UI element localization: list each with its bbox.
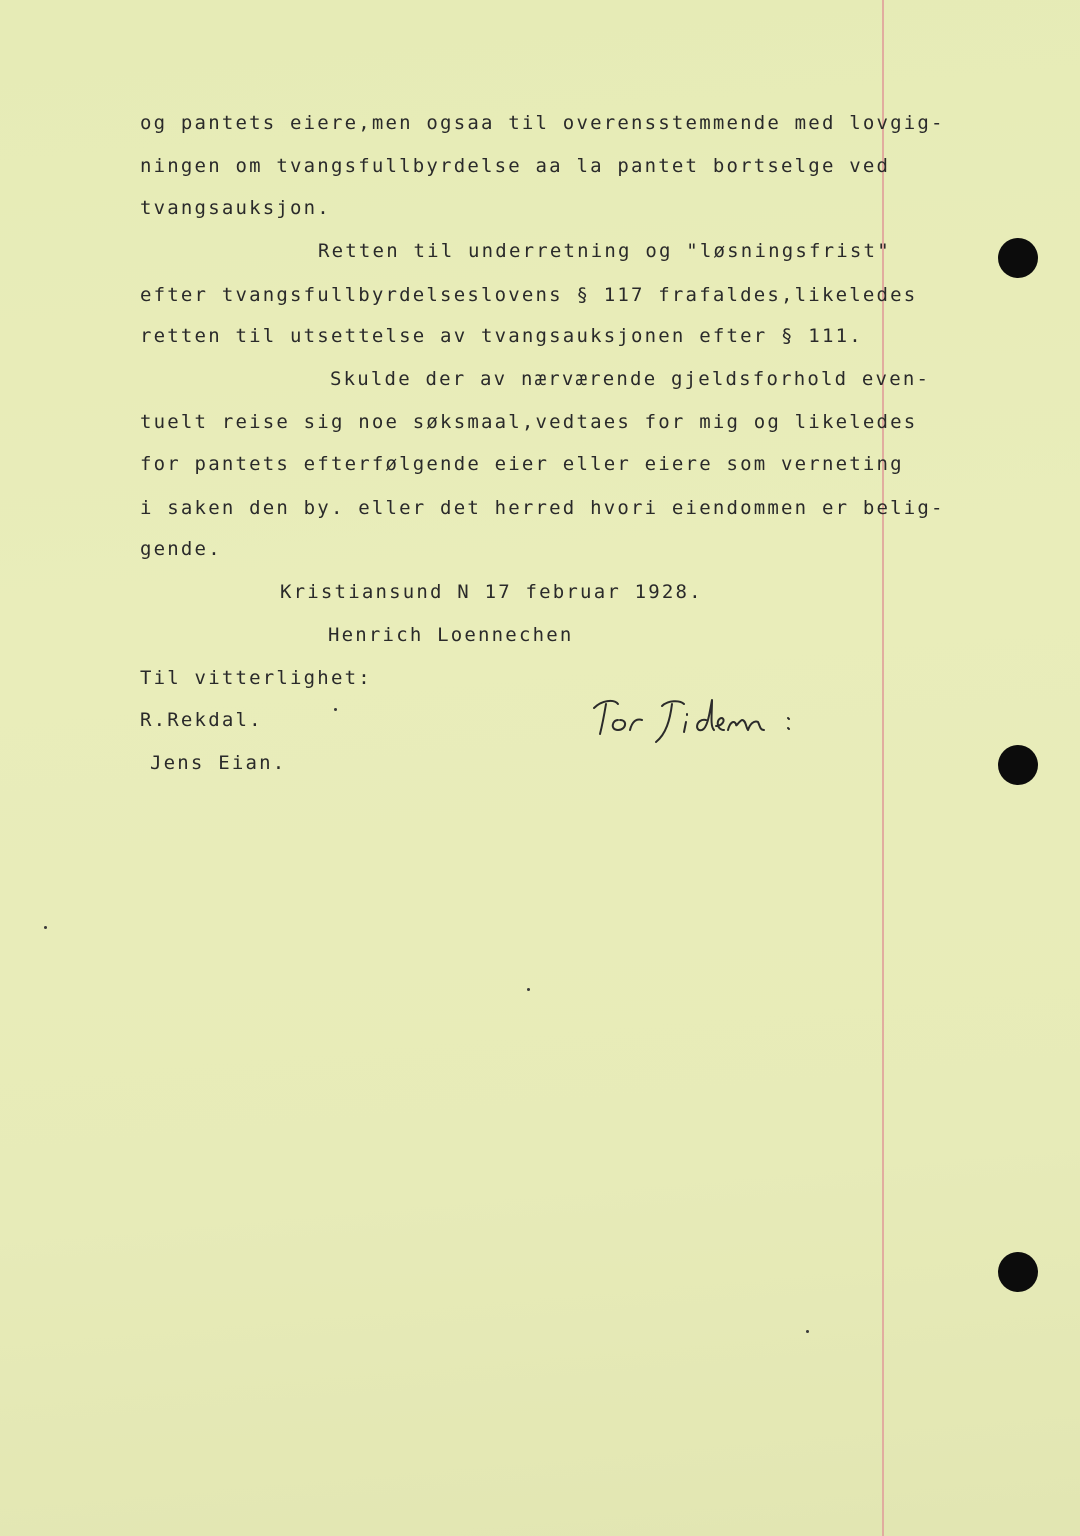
punch-hole-middle bbox=[998, 745, 1038, 785]
text-line-8: tuelt reise sig noe søksmaal,vedtaes for mig og likeledes bbox=[140, 411, 918, 433]
witness-name-2: Jens Eian. bbox=[150, 752, 287, 774]
text-line-3: tvangsauksjon. bbox=[140, 197, 331, 219]
text-line-2: ningen om tvangsfullbyrdelse aa la pantet bortselge ved bbox=[140, 155, 891, 177]
text-line-6: retten til utsettelse av tvangsauksjonen efter § 111. bbox=[140, 325, 863, 347]
text-line-9: for pantets efterfølgende eier eller eiere som verneting bbox=[140, 453, 904, 475]
margin-rule bbox=[882, 0, 884, 1536]
text-line-7: Skulde der av nærværende gjeldsforhold even- bbox=[330, 368, 931, 390]
text-line-4: Retten til underretning og "løsningsfrist" bbox=[318, 240, 891, 262]
punch-hole-bottom bbox=[998, 1252, 1038, 1292]
ink-speck bbox=[334, 708, 337, 711]
ink-speck bbox=[806, 1330, 809, 1333]
text-line-10: i saken den by. eller det herred hvori eiendommen er belig- bbox=[140, 497, 945, 519]
signer-name: Henrich Loennechen bbox=[328, 624, 574, 646]
text-line-1: og pantets eiere,men ogsaa til overensstemmende med lovgig- bbox=[140, 112, 945, 134]
ink-speck bbox=[527, 988, 530, 991]
text-line-11: gende. bbox=[140, 538, 222, 560]
witness-name-1: R.Rekdal. bbox=[140, 709, 263, 731]
handwritten-signature bbox=[588, 690, 808, 750]
witness-heading: Til vitterlighet: bbox=[140, 667, 372, 689]
ink-speck bbox=[44, 926, 47, 929]
punch-hole-top bbox=[998, 238, 1038, 278]
text-line-5: efter tvangsfullbyrdelseslovens § 117 frafaldes,likeledes bbox=[140, 284, 918, 306]
place-date: Kristiansund N 17 februar 1928. bbox=[280, 581, 703, 603]
